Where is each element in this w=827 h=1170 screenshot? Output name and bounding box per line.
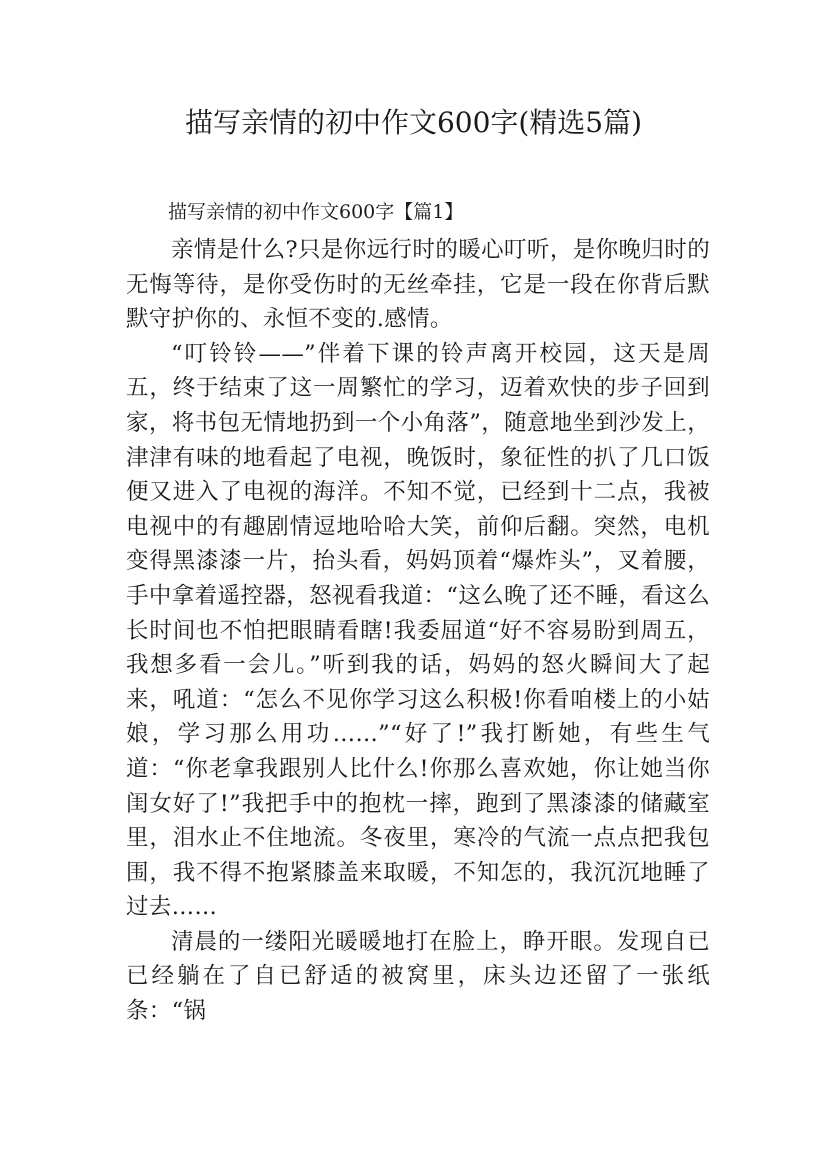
document-body [126, 233, 710, 1029]
paragraph: “叮铃铃——”伴着下课的铃声离开校园，这天是周五，终于结束了这一周繁忙的学习，迈着欢快的步子回到家，将书包无情地扔到一个小角落”，随意地坐到沙发上，津津有味的地看起了电视，晚饭时，象征性的扒了几口饭便又进入了电视的海洋。不知不觉，已经到十二点，我被电视中的有趣剧情逗地哈哈大笑，前仰后翻。突然，电机变得黑漆漆一片，抬头看，妈妈顶着“爆炸头”，叉着腰，手中拿着遥控器，怒视看我道：“这么晚了还不睡，看这么长时间也不怕把眼睛看瞎!我委屈道“好不容易盼到周五，我想多看一会儿。”听到我的话，妈妈的怒火瞬间大了起来，吼道：“怎么不见你学习这么积极!你看咱楼上的小姑娘，学习那么用功……”“好了!”我打断她，有些生气道：“你老拿我跟别人比什么!你那么喜欢她，你让她当你闺女好了!”我把手中的抱枕一摔，跑到了黑漆漆的储藏室里，泪水止不住地流。冬夜里，寒冷的气流一点点把我包围，我不得不抱紧膝盖来取暖，不知怎的，我沉沉地睡了过去…… [126, 340, 710, 921]
document-title: 描写亲情的初中作文600字(精选5篇) [184, 106, 643, 139]
paragraph: 清晨的一缕阳光暖暖地打在脸上，睁开眼。发现自已已经躺在了自已舒适的被窝里，床头边还留了一张纸条：“锅 [126, 928, 710, 1025]
paragraph: 亲情是什么?只是你远行时的暖心叮听，是你晚归时的无悔等待，是你受伤时的无丝牵挂，它是一段在你背后默默守护你的、永恒不变的.感情。 [126, 237, 710, 333]
section-heading: 描写亲情的初中作文600字【篇1】 [168, 201, 464, 223]
